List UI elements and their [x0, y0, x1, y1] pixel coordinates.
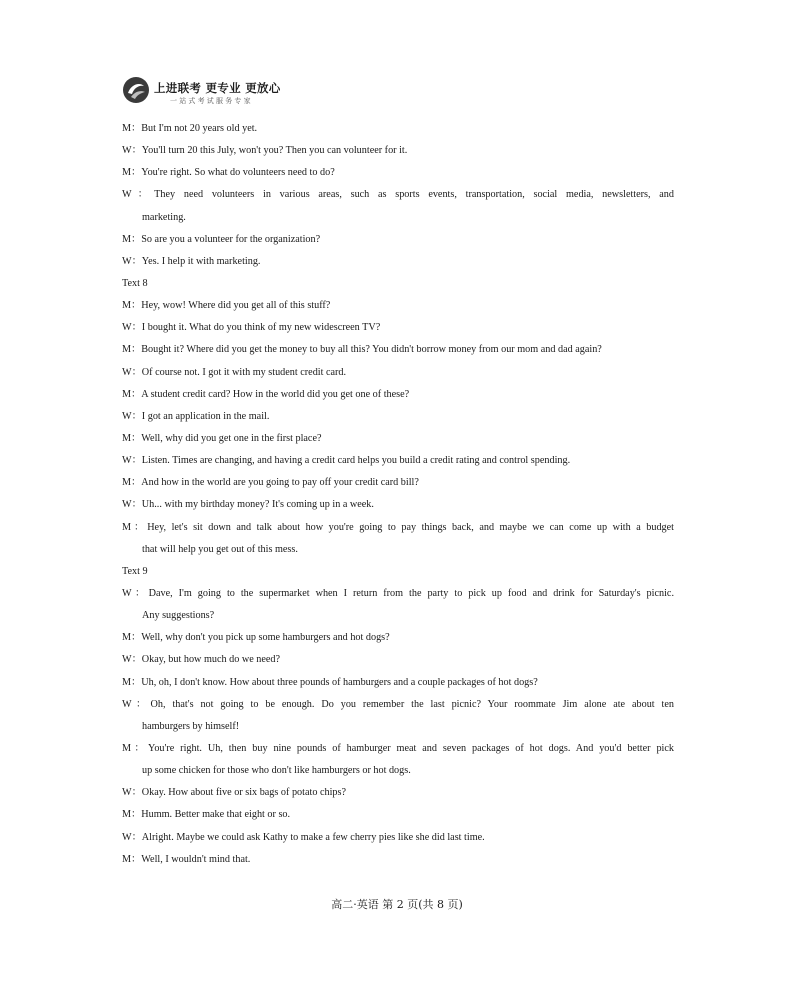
transcript-line: W：Yes. I help it with marketing. [122, 255, 261, 267]
transcript-line: M：But I'm not 20 years old yet. [122, 123, 258, 134]
transcript-line: W：I got an application in the mail. [122, 410, 270, 422]
logo-subtitle: 一站式考试服务专家 [170, 97, 253, 105]
transcript-line: marketing. [142, 211, 186, 223]
transcript-line: W：You'll turn 20 this July, won't you? Then you can volunteer for it. [122, 145, 408, 157]
transcript-line: M：Well, I wouldn't mind that. [122, 853, 251, 865]
transcript-line: W：Okay. How about five or six bags of potato chips? [122, 787, 346, 799]
logo-title: 上进联考 更专业 更放心 [154, 81, 281, 95]
page-footer: 高二·英语 第 2 页(共 8 页) [331, 898, 463, 911]
transcript-line: M：Humm. Better make that eight or so. [122, 809, 291, 821]
transcript-line: up some chicken for those who don't like hamburgers or hot dogs. [142, 765, 411, 777]
transcript-line: W：Of course not. I got it with my student credit card. [122, 366, 347, 378]
transcript-line: W：They need volunteers in various areas, such as sports events, transportation, social media, newsletters, and [122, 189, 674, 201]
page-header [122, 74, 322, 108]
section-heading: Text 9 [122, 565, 148, 577]
transcript-line: M：Well, why did you get one in the first place? [122, 432, 322, 444]
transcript-line: M：Well, why don't you pick up some hamburgers and hot dogs? [122, 632, 390, 644]
transcript-line: M：So are you a volunteer for the organization? [122, 233, 321, 245]
transcript-line: M：Hey, let's sit down and talk about how you're going to pay things back, and maybe we can come up with a budget [122, 521, 674, 533]
transcript-line: M：And how in the world are you going to pay off your credit card bill? [122, 477, 419, 489]
transcript-line: M：Bought it? Where did you get the money to buy all this? You didn't borrow money from our mom and dad again? [122, 344, 602, 356]
transcript-body [122, 118, 674, 871]
transcript-line: M：You're right. Uh, then buy nine pounds of hamburger meat and seven packages of hot dogs. And you'd better pick [122, 742, 674, 754]
transcript-line: W：Uh... with my birthday money? It's coming up in a week. [122, 499, 374, 511]
transcript-line: hamburgers by himself! [142, 720, 240, 732]
transcript-line: M：Hey, wow! Where did you get all of this stuff? [122, 300, 331, 312]
transcript-line: M：A student credit card? How in the world did you get one of these? [122, 388, 410, 400]
transcript-line: M：You're right. So what do volunteers need to do? [122, 167, 335, 179]
transcript-line: Any suggestions? [142, 610, 215, 622]
transcript-line: W：Alright. Maybe we could ask Kathy to make a few cherry pies like she did last time. [122, 831, 485, 843]
transcript-line: that will help you get out of this mess. [142, 543, 298, 555]
transcript-line: W：Okay, but how much do we need? [122, 654, 281, 666]
transcript-line: W：Listen. Times are changing, and having a credit card helps you build a credit rating and control spending. [122, 455, 571, 467]
section-heading: Text 8 [122, 277, 148, 289]
transcript-line: W：Dave, I'm going to the supermarket when I return from the party to pick up food and drink for Saturday's picnic. [122, 587, 674, 599]
transcript-line: M：Uh, oh, I don't know. How about three pounds of hamburgers and a couple packages of hot dogs? [122, 676, 538, 688]
transcript-line: W：Oh, that's not going to be enough. Do you remember the last picnic? Your roommate Jim alone ate about ten [122, 698, 674, 710]
transcript-line: W：I bought it. What do you think of my new widescreen TV? [122, 322, 381, 334]
logo-swirl-icon [122, 76, 150, 104]
